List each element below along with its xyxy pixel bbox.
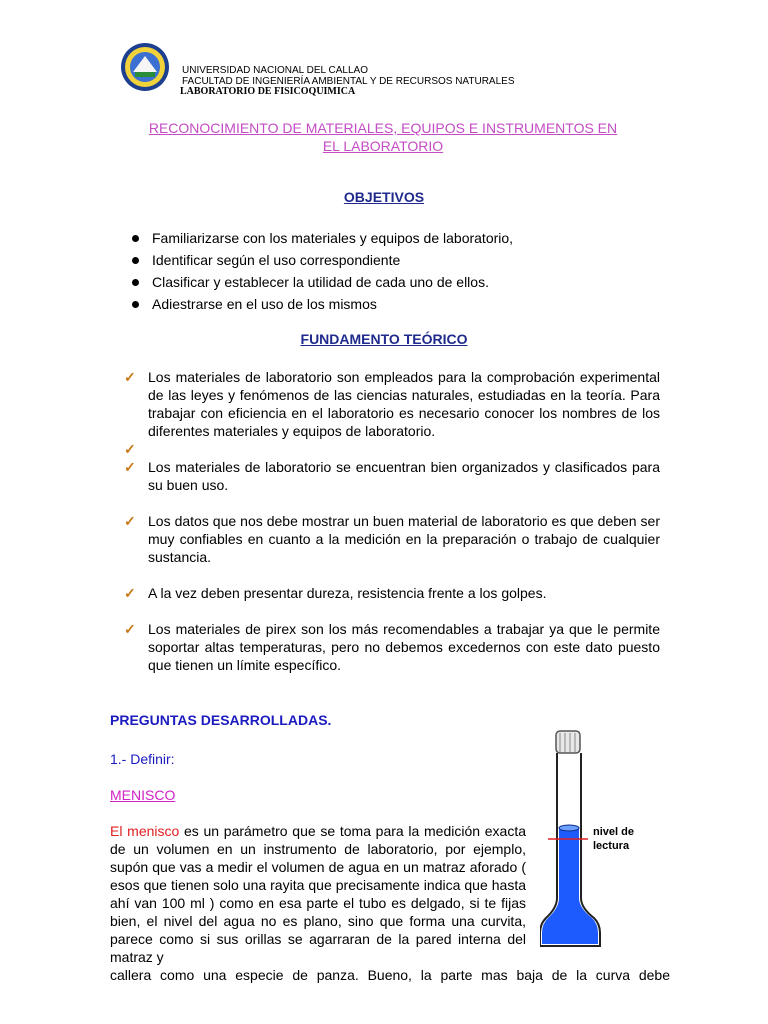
figure-label [593,825,634,853]
objetivos-list [132,229,692,317]
menisco-paragraph [110,822,526,966]
header-lab: LABORATORIO DE FISICOQUIMICA [180,86,356,97]
list-item-text: Adiestrarse en el uso de los mismos [152,296,377,312]
list-item-text: Clasificar y establecer la utilidad de cada uno de ellos. [152,274,489,290]
figure-label-line-1: nivel de [593,826,634,838]
checkmark-icon: ✓ [124,621,136,637]
checkmark-icon: ✓ [124,369,136,385]
list-item-text: Identificar según el uso correspondiente [152,252,401,268]
objetivos-heading: OBJETIVOS [343,189,425,205]
menisco-heading: MENISCO [110,787,176,803]
menisco-last-line: callera como una especie de panza. Bueno, la parte mas baja de la curva debe [110,967,670,983]
document-title [100,119,666,155]
list-item [124,368,660,440]
list-item-text: A la vez deben presentar dureza, resistencia frente a los golpes. [148,585,547,601]
bullet-icon [132,257,139,264]
checkmark-icon: ✓ [124,441,136,457]
fundamento-heading: FUNDAMENTO TEÓRICO [300,331,468,347]
checkmark-icon: ✓ [124,513,136,529]
list-item-text: Los materiales de laboratorio se encuentran bien organizados y clasificados para su buen uso. [148,459,660,493]
checkmark-icon: ✓ [124,585,136,601]
title-line-1: RECONOCIMIENTO DE MATERIALES, EQUIPOS E INSTRUMENTOS EN [148,120,618,136]
university-seal-logo [120,42,170,92]
list-item [124,584,660,602]
checkmark-icon: ✓ [124,459,136,475]
bullet-icon [132,235,139,242]
header-university: UNIVERSIDAD NACIONAL DEL CALLAO [182,65,368,76]
bullet-icon [132,279,139,286]
question-1: 1.- Definir: [110,751,175,767]
title-line-2: EL LABORATORIO [322,138,444,154]
list-item [124,458,660,494]
header-faculty: FACULTAD DE INGENIERÍA AMBIENTAL Y DE RECURSOS NATURALES [182,76,515,87]
menisco-term: El menisco [110,823,180,839]
list-item-text: Los datos que nos debe mostrar un buen material de laboratorio es que deben ser muy confiables en cuanto a la medición en la preparación o trabajo de cualquier sustancia. [148,513,660,565]
bullet-icon [132,301,139,308]
list-item [132,229,692,251]
list-item [124,620,660,674]
fundamento-list [124,368,660,674]
list-item-text: Los materiales de pirex son los más recomendables a trabajar ya que le permite soportar altas temperaturas, pero no debemos excedernos con este dato puesto que tienen un límite específico. [148,621,660,673]
list-item [132,251,692,273]
list-item [124,512,660,566]
list-item [132,273,692,295]
list-item-text: Familiarizarse con los materiales y equipos de laboratorio, [152,230,514,246]
figure-label-line-2: lectura [593,840,630,852]
menisco-text: es un parámetro que se toma para la medición exacta de un volumen en un instrumento de laboratorio, por ejemplo, supón que vas a medir el volumen de agua en un matraz aforado ( esos que tienen solo una rayita que precisamente indica que hasta ahí van 100 ml ) como en esa parte el tubo es delgado, si te fijas bien, el nivel del agua no es plano, sino que forma una curvita, parece como si sus orillas se agarraran de la pared interna del matraz y [110,823,527,965]
preguntas-heading: PREGUNTAS DESARROLLADAS. [110,712,332,728]
list-item [132,295,692,317]
list-item [124,440,660,458]
list-item-text: Los materiales de laboratorio son empleados para la comprobación experimental de las leyes y fenómenos de las ciencias naturales, estudiadas en la teoría. Para trabajar con eficiencia en el laboratorio es necesario conocer los nombres de los diferentes materiales y equipos de laboratorio. [148,369,660,439]
